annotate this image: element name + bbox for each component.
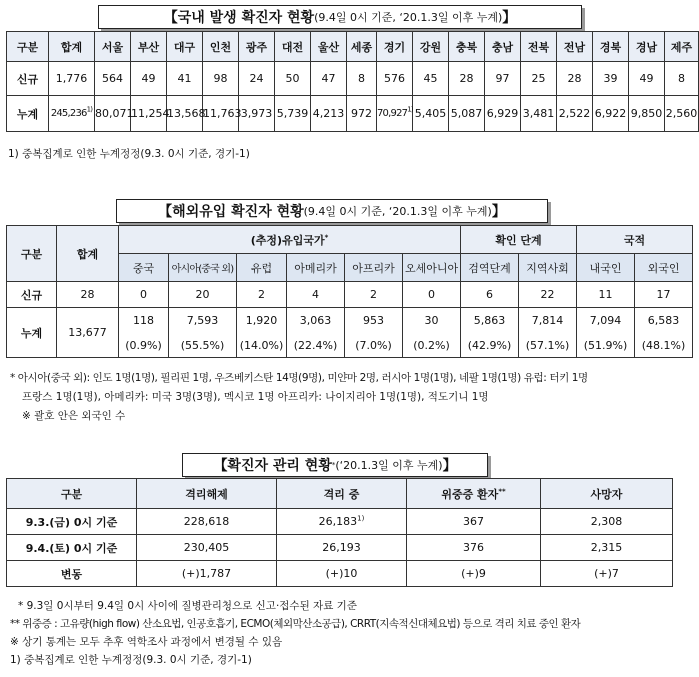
overseas-subheader-cell: 아프리카: [345, 254, 403, 282]
domestic-value-cell: [275, 62, 311, 96]
domestic-value-cell: [593, 96, 629, 132]
domestic-header-cell: 경북: [593, 32, 629, 62]
overseas-new-total: 28: [57, 282, 119, 308]
overseas-subheader-cell: 내국인: [577, 254, 635, 282]
overseas-title-sub: (9.4일 0시 기준, ‘20.1.3일 이후 누계): [303, 205, 492, 218]
domestic-value-cell: [311, 62, 347, 96]
management-title-main: 【확진자 관리 현황: [213, 458, 332, 474]
domestic-value-cell: [239, 96, 275, 132]
overseas-cum-value: 7,094: [577, 308, 635, 334]
management-value-cell: [277, 509, 407, 535]
management-value: 230,405: [183, 541, 230, 554]
domestic-value: 5,739: [276, 107, 309, 120]
management-header-cell: [407, 479, 541, 509]
management-value-cell: [541, 535, 673, 561]
overseas-cum-value: 953: [345, 308, 403, 334]
domestic-value-cell: [449, 96, 485, 132]
domestic-value-cell: [485, 62, 521, 96]
overseas-new-value: 2: [237, 282, 287, 308]
overseas-subheader-cell: 중국: [119, 254, 169, 282]
overseas-subheader-cell: 아시아(중국 외): [169, 254, 237, 282]
overseas-cum-pct: (51.9%): [577, 334, 635, 358]
domestic-value-cell: [629, 62, 665, 96]
overseas-cum-pct: (14.0%): [237, 334, 287, 358]
domestic-value: 11,254: [131, 107, 170, 120]
domestic-header-cell: 경기: [377, 32, 413, 62]
domestic-value-cell: [485, 96, 521, 132]
domestic-value: 9,850: [630, 107, 663, 120]
domestic-value-cell: [49, 62, 95, 96]
domestic-value-cell: [167, 96, 206, 132]
management-value-cell: [407, 535, 541, 561]
management-value-cell: [541, 561, 673, 587]
overseas-cum-pct: (48.1%): [635, 334, 693, 358]
domestic-value: 97: [495, 72, 510, 85]
management-value: 367: [463, 515, 484, 528]
domestic-gyeonggi-sup: 1): [407, 105, 413, 114]
management-row-label: 9.3.(금) 0시 기준: [7, 509, 137, 535]
domestic-header-cell: 인천: [203, 32, 239, 62]
overseas-new-value: 6: [461, 282, 519, 308]
domestic-value: 972: [351, 107, 372, 120]
management-title-sub: (‘20.1.3일 이후 누계): [335, 459, 443, 472]
domestic-header-cell: 전남: [557, 32, 593, 62]
domestic-value: 576: [384, 72, 405, 85]
domestic-value-cell: [347, 96, 377, 132]
overseas-subheader-cell: 오세아니아: [403, 254, 461, 282]
domestic-header-cell: 충남: [485, 32, 521, 62]
domestic-header-cell: 제주: [665, 32, 699, 62]
domestic-value-cell: [203, 96, 242, 132]
overseas-new-value: 20: [169, 282, 237, 308]
overseas-subheader-cell: 검역단계: [461, 254, 519, 282]
domestic-value-cell: [557, 96, 593, 132]
overseas-cum-pct: (57.1%): [519, 334, 577, 358]
domestic-value-cell: [131, 96, 170, 132]
overseas-note-1: * 아시아(중국 외): 인도 1명(1명), 필리핀 1명, 우즈베키스탄 14명(9명), 미얀마 2명, 러시아 1명(1명), 네팔 1명(1명) 유럽: 터키 1명: [10, 372, 588, 384]
domestic-value: 41: [177, 72, 192, 85]
domestic-header-cell: 강원: [413, 32, 449, 62]
domestic-value-cell: [377, 96, 413, 132]
management-header-cell: [7, 479, 137, 509]
overseas-note-2: 프랑스 1명(1명), 아메리카: 미국 3명(3명), 멕시코 1명 아프리카: 나이지리아 1명(1명), 적도기니 1명: [22, 391, 489, 403]
domestic-value: 6,929: [486, 107, 519, 120]
overseas-table: [6, 225, 693, 358]
domestic-value: 5,405: [414, 107, 447, 120]
domestic-value: 5,087: [450, 107, 483, 120]
domestic-title-sub: (9.4일 0시 기준, ‘20.1.3일 이후 누계): [314, 11, 503, 24]
overseas-new-value: 2: [345, 282, 403, 308]
management-header-cell: [137, 479, 277, 509]
domestic-value-cell: [275, 96, 311, 132]
domestic-value-cell: [167, 62, 203, 96]
overseas-new-label: 신규: [7, 282, 57, 308]
domestic-value: 245,236: [50, 108, 87, 119]
domestic-value: 24: [249, 72, 264, 85]
management-header-label: 사망자: [590, 487, 623, 501]
overseas-cum-value: 6,583: [635, 308, 693, 334]
domestic-value-cell: [557, 62, 593, 96]
management-value-cell: [407, 509, 541, 535]
overseas-cum-value: 118: [119, 308, 169, 334]
management-header-cell: [541, 479, 673, 509]
domestic-title-main: 【국내 발생 확진자 현황: [163, 10, 315, 26]
overseas-col-label: 구분: [7, 226, 57, 282]
domestic-value-cell: [665, 62, 699, 96]
domestic-header-cell: 전북: [521, 32, 557, 62]
domestic-row-label: 누계: [7, 96, 49, 132]
management-note-3: ※ 상기 통계는 모두 추후 역학조사 과정에서 변경될 수 있음: [10, 636, 283, 648]
domestic-value: 8: [358, 72, 365, 85]
overseas-new-value: 17: [635, 282, 693, 308]
domestic-value: 3,973: [240, 107, 273, 120]
management-value: 228,618: [183, 515, 230, 528]
overseas-cum-pct: (55.5%): [169, 334, 237, 358]
management-header-label: 위중증 환자: [441, 487, 499, 501]
domestic-header-cell: 광주: [239, 32, 275, 62]
overseas-subheader-cell: 외국인: [635, 254, 693, 282]
domestic-value-cell: [95, 96, 134, 132]
overseas-group-country-label: (추정)유입국가: [250, 233, 325, 247]
management-title: 【확진자 관리 현황 * (‘20.1.3일 이후 누계) 】: [182, 453, 488, 477]
domestic-value: 3,481: [522, 107, 555, 120]
domestic-table: [6, 31, 699, 132]
management-value: (+)9: [461, 567, 486, 580]
domestic-row-label: 신규: [7, 62, 49, 96]
management-value: 2,308: [590, 515, 623, 528]
management-title-end: 】: [442, 458, 457, 474]
domestic-footnote: 1) 중복집계로 인한 누계정정(9.3. 0시 기준, 경기-1): [8, 148, 250, 160]
domestic-value-cell: [311, 96, 347, 132]
overseas-new-value: 22: [519, 282, 577, 308]
domestic-header-cell: 서울: [95, 32, 131, 62]
domestic-value-cell: [521, 62, 557, 96]
overseas-subheader-cell: 유럽: [237, 254, 287, 282]
overseas-group-country: [119, 226, 461, 254]
overseas-title: [116, 199, 548, 223]
overseas-subheader-cell: 지역사회: [519, 254, 577, 282]
domestic-value-cell: [49, 96, 95, 132]
management-row-label: 9.4.(토) 0시 기준: [7, 535, 137, 561]
management-value-cell: [137, 561, 277, 587]
domestic-header-cell: 대구: [167, 32, 203, 62]
domestic-value: 47: [321, 72, 336, 85]
management-value-cell: [407, 561, 541, 587]
domestic-value-cell: [131, 62, 167, 96]
domestic-value-cell: [593, 62, 629, 96]
management-value-cell: [137, 509, 277, 535]
management-note-4: 1) 중복집계로 인한 누계정정(9.3. 0시 기준, 경기-1): [10, 654, 252, 666]
overseas-cum-pct: (42.9%): [461, 334, 519, 358]
management-header-cell: [277, 479, 407, 509]
overseas-new-value: 0: [403, 282, 461, 308]
domestic-value: 98: [213, 72, 228, 85]
management-value: (+)10: [325, 567, 358, 580]
domestic-value: 13,568: [167, 107, 206, 120]
management-value: 2,315: [590, 541, 623, 554]
management-value-cell: [137, 535, 277, 561]
domestic-value-cell: [203, 62, 239, 96]
overseas-cum-pct: (22.4%): [287, 334, 345, 358]
overseas-cum-value: 7,814: [519, 308, 577, 334]
overseas-cum-value: 30: [403, 308, 461, 334]
domestic-value: 2,560: [665, 107, 698, 120]
domestic-value-cell: [521, 96, 557, 132]
domestic-value: 28: [567, 72, 582, 85]
management-value: 26,193: [322, 541, 361, 554]
overseas-title-main: 【해외유입 확진자 현황: [158, 204, 304, 220]
overseas-cum-pct: (0.9%): [119, 334, 169, 358]
domestic-value: 39: [603, 72, 618, 85]
management-header-label: 구분: [60, 487, 83, 501]
management-value-cell: [277, 535, 407, 561]
domestic-value: 6,922: [594, 107, 627, 120]
domestic-value-cell: [665, 96, 699, 132]
domestic-value-cell: [413, 96, 449, 132]
domestic-header-cell: 울산: [311, 32, 347, 62]
domestic-header-cell: 충북: [449, 32, 485, 62]
management-note-1: * 9.3일 0시부터 9.4일 0시 사이에 질병관리청으로 신고·접수된 자료 기준: [18, 600, 357, 612]
domestic-value: 49: [141, 72, 156, 85]
domestic-value: 25: [531, 72, 546, 85]
domestic-value-cell: [413, 62, 449, 96]
domestic-value: 4,213: [312, 107, 345, 120]
domestic-value: 1,776: [55, 72, 88, 85]
overseas-col-total: 합계: [57, 226, 119, 282]
domestic-value: 45: [423, 72, 438, 85]
domestic-value-cell: [95, 62, 131, 96]
overseas-subheader-cell: 아메리카: [287, 254, 345, 282]
domestic-total-sup: 1): [86, 105, 93, 114]
management-value-cell: [541, 509, 673, 535]
overseas-cum-value: 5,863: [461, 308, 519, 334]
management-header-sup: **: [498, 486, 506, 495]
overseas-new-value: 11: [577, 282, 635, 308]
domestic-header-cell: 구분: [7, 32, 49, 62]
domestic-title-end: 】: [502, 10, 517, 26]
domestic-value: 11,763: [203, 107, 242, 120]
overseas-new-value: 4: [287, 282, 345, 308]
management-value: 376: [463, 541, 484, 554]
domestic-value: 80,071: [95, 107, 134, 120]
management-value-cell: [277, 561, 407, 587]
domestic-title: [98, 5, 582, 29]
domestic-value: 70,927: [377, 108, 408, 119]
management-note-2: ** 위중증 : 고유량(high flow) 산소요법, 인공호흡기, ECMO(체외막산소공급), CRRT(지속적신대체요법) 등으로 격리 치료 중인 환자: [10, 618, 581, 630]
domestic-header-cell: 부산: [131, 32, 167, 62]
management-isolating-sup: 1): [357, 514, 365, 523]
domestic-value: 50: [285, 72, 300, 85]
domestic-value-cell: [347, 62, 377, 96]
domestic-value: 2,522: [558, 107, 591, 120]
management-row-label: 변동: [7, 561, 137, 587]
overseas-cum-pct: (7.0%): [345, 334, 403, 358]
overseas-cum-label: 누계: [7, 308, 57, 358]
domestic-value-cell: [449, 62, 485, 96]
overseas-group-confirm: 확인 단계: [461, 226, 577, 254]
overseas-cum-value: 1,920: [237, 308, 287, 334]
management-value: 26,183: [318, 515, 358, 528]
overseas-cum-total: 13,677: [57, 308, 119, 358]
domestic-header-cell: 대전: [275, 32, 311, 62]
management-value: (+)7: [594, 567, 619, 580]
domestic-header-cell: 경남: [629, 32, 665, 62]
domestic-header-cell: 세종: [347, 32, 377, 62]
management-header-label: 격리 중: [323, 487, 360, 501]
domestic-value-cell: [239, 62, 275, 96]
management-value: (+)1,787: [181, 567, 232, 580]
domestic-value: 49: [639, 72, 654, 85]
domestic-value: 28: [459, 72, 474, 85]
overseas-note-3: ※ 괄호 안은 외국인 수: [22, 410, 126, 422]
overseas-title-end: 】: [491, 204, 506, 220]
overseas-cum-value: 7,593: [169, 308, 237, 334]
domestic-value-cell: [377, 62, 413, 96]
overseas-group-country-sup: *: [324, 232, 329, 241]
overseas-cum-pct: (0.2%): [403, 334, 461, 358]
domestic-value: 8: [678, 72, 685, 85]
overseas-new-value: 0: [119, 282, 169, 308]
domestic-header-cell: 합계: [49, 32, 95, 62]
domestic-value: 564: [102, 72, 123, 85]
overseas-group-nation: 국적: [577, 226, 693, 254]
management-table: [6, 478, 673, 587]
management-header-label: 격리해제: [185, 487, 228, 501]
domestic-value-cell: [629, 96, 665, 132]
overseas-cum-value: 3,063: [287, 308, 345, 334]
